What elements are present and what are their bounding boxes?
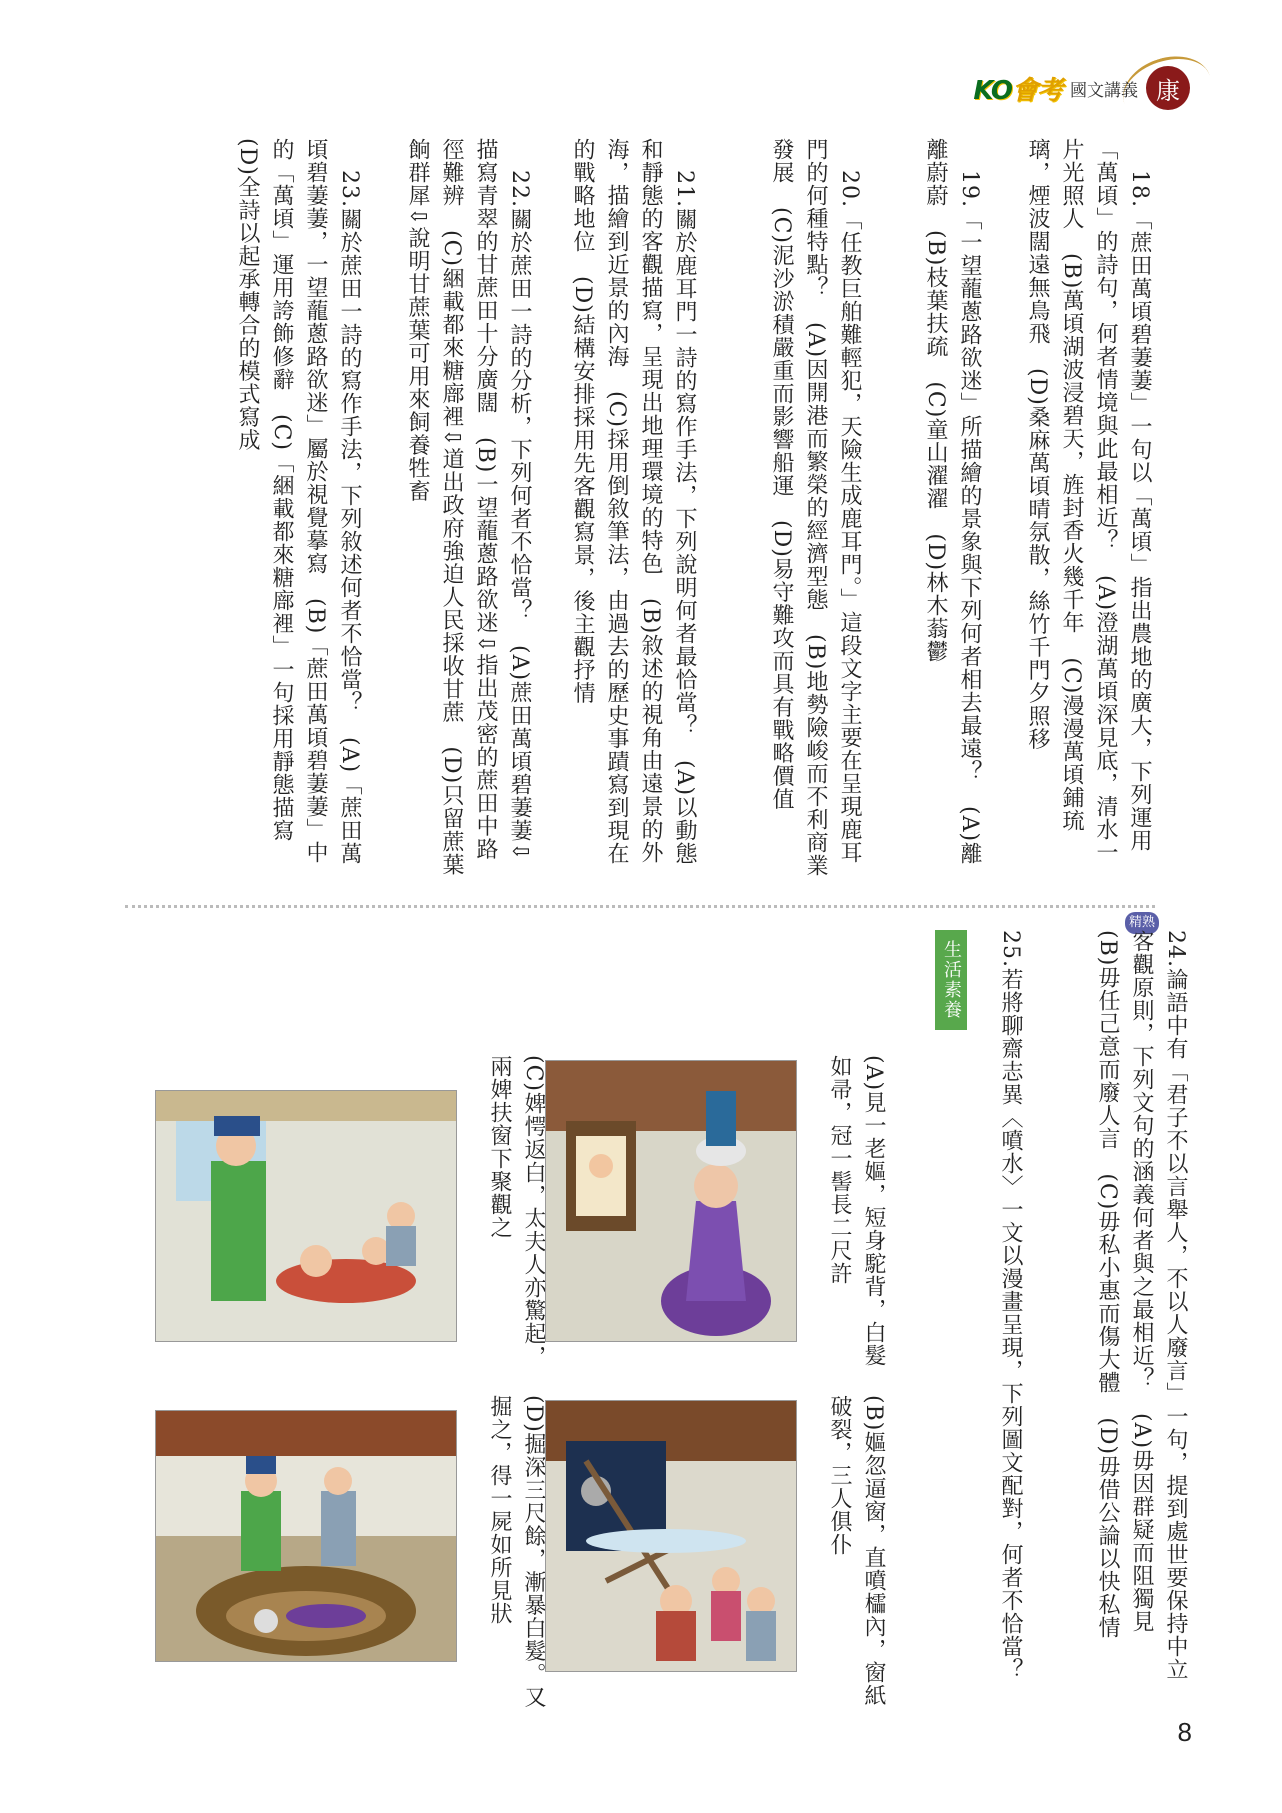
question-text: 若將聊齋志異〈噴水〉一文以漫畫呈現，下列圖文配對，何者不恰當？: [998, 968, 1023, 1681]
question-20: [750, 138, 900, 878]
comic-panel-c: [155, 1090, 457, 1342]
question-text: 關於鹿耳門一詩的寫作手法，下列說明何者最恰當？ (A)以動態和靜態的客觀描寫，呈現出地理環境的特色 (B)敘述的視角由遠景的外海，描繪到近景的內海 (C)採用倒敘筆法，由過去的歷史事蹟寫到現在的戰略地位 (D)結構安排採用先客觀寫景，後主觀抒情: [570, 138, 697, 866]
question-number: 21.: [672, 169, 697, 208]
question-number: 20.: [837, 169, 862, 208]
question-text: 論語中有「君子不以言舉人，不以人廢言」一句，提到處世要保持中立客觀原則，下列文句的涵義何者與之最相近？ (A)毋因群疑而阻獨見 (B)毋任己意而廢人言 (C)毋私小惠而傷大體 (D)毋借公論以快私情: [1095, 930, 1188, 1681]
question-number: 23.: [337, 169, 362, 208]
comic-panel-d: [155, 1410, 457, 1662]
option-a-caption: (A)見一老嫗，短身駝背，白髮如帚，冠一髻長二尺許: [827, 1055, 886, 1368]
frequent-badge: 精熟: [1125, 912, 1159, 934]
question-number: 24.: [1163, 930, 1188, 968]
question-22: [405, 138, 570, 878]
question-21: [570, 138, 735, 878]
comic-panel-a: [545, 1060, 797, 1342]
question-23: [235, 138, 400, 878]
edition-badge: 康: [1146, 66, 1190, 110]
question-text: 「蔗田萬頃碧萋萋」一句以「萬頃」指出農地的廣大，下列運用「萬頃」的詩句，何者情境與此最相近？ (A)澄湖萬頃深見底，清水一片光照人 (B)萬頃湖波浸碧天，旌封香火幾千年 (C)漫漫萬頃鋪琉璃，煙波闊遠無鳥飛 (D)桑麻萬頃晴氛散，絲竹千門夕照移: [1025, 138, 1152, 865]
comic-illustration-b: [546, 1401, 796, 1671]
comic-panel-b: [545, 1400, 797, 1672]
publisher-logo: KO會考: [973, 75, 1062, 106]
question-number: 18.: [1127, 169, 1152, 208]
life-literacy-badge: 生活素養: [935, 930, 967, 1030]
subject-title: 國文講義: [1070, 80, 1138, 101]
question-24: [1042, 930, 1192, 1690]
question-25: [947, 930, 1027, 1690]
question-text: 「一望蘢蔥路欲迷」所描繪的景象與下列何者相去最遠？ (A)離離蔚蔚 (B)枝葉扶疏 (C)童山濯濯 (D)林木蓊鬱: [923, 138, 982, 866]
option-b-caption: (B)嫗忽逼窗，直噴櫺內，窗紙破裂，三人俱仆: [827, 1395, 886, 1708]
option-d-caption: (D)掘深三尺餘，漸暴白髮。又掘之，得一屍如所見狀: [487, 1395, 546, 1709]
question-19: [910, 138, 1020, 878]
page-header: [973, 62, 1190, 114]
comic-illustration-c: [156, 1091, 456, 1341]
comic-illustration-a: [546, 1061, 796, 1341]
option-c-caption: (C)婢愕返白，太夫人亦驚起，兩婢扶窗下聚觀之: [487, 1055, 546, 1368]
questions-upper: [170, 138, 1190, 878]
question-text: 關於蔗田一詩的寫作手法，下列敘述何者不恰當？ (A)「蔗田萬頃碧萋萋，一望蘢蔥路欲迷」屬於視覺摹寫 (B)「蔗田萬頃碧萋萋」中的「萬頃」運用誇飾修辭 (C)「綑載都來糖廍裡」一句採用靜態描寫 (D)全詩以起承轉合的模式寫成: [235, 138, 362, 866]
question-text: 「任教巨舶難輕犯，天險生成鹿耳門。」這段文字主要在呈現鹿耳門的何種特點？ (A)因開港而繁榮的經濟型態 (B)地勢險峻而不利商業發展 (C)泥沙淤積嚴重而影響船運 (D)易守難攻而具有戰略價值: [769, 138, 862, 878]
question-number: 25.: [998, 930, 1023, 968]
question-18: [1025, 138, 1190, 878]
comic-illustration-d: [156, 1411, 456, 1661]
question-number: 19.: [957, 169, 982, 208]
page-number: 8: [1177, 1717, 1192, 1747]
section-divider: [125, 905, 1155, 908]
question-text: 關於蔗田一詩的分析，下列何者不恰當？ (A)蔗田萬頃碧萋萋⇩描寫青翠的甘蔗田十分廣闊 (B)一望蘢蔥路欲迷⇩指出茂密的蔗田中路徑難辨 (C)綑載都來糖廍裡⇩道出政府強迫人民採收甘蔗 (D)只留蔗葉餉群犀⇩說明甘蔗葉可用來飼養牲畜: [405, 138, 532, 877]
question-number: 22.: [507, 169, 532, 208]
